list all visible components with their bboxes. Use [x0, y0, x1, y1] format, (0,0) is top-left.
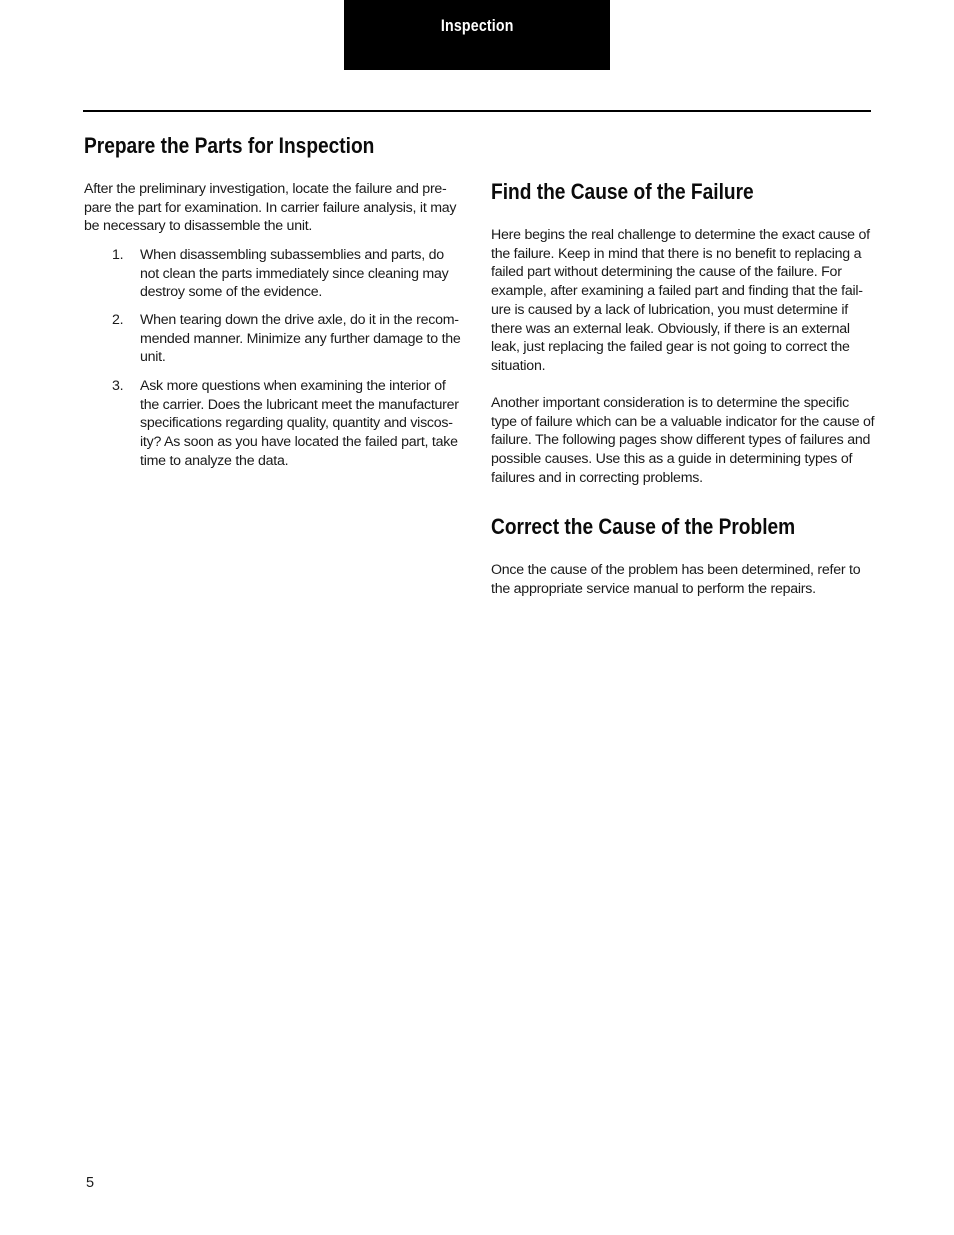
list-item-text: When disassembling subassemblies and parts, do not clean the parts immediately since cleaning may destroy some of the evidence.	[140, 247, 449, 301]
list-item-text: Ask more questions when examining the interior of the carrier. Does the lubricant meet the manufacturer specifications regarding quality, quantity and viscos-ity? As soon as you have located the failed part, take time to analyze the data.	[140, 378, 459, 469]
list-item-text: When tearing down the drive axle, do it in the recom-mended manner. Minimize any further damage to the unit.	[140, 312, 461, 366]
section-tab	[344, 0, 610, 70]
page-number: 5	[86, 1175, 95, 1191]
find-cause-paragraph-1: Here begins the real challenge to determine the exact cause of the failure. Keep in mind that there is no benefit to replacing a failed part without determining the cause of the failure. For example, after examining a failed part and finding that the fail-ure is caused by a lack of lubrication, you must determine if there was an external leak. Obviously, if there is an external leak, just replacing the failed gear is not going to correct the situation.	[491, 227, 870, 374]
correct-cause-heading: Correct the Cause of the Problem	[491, 514, 796, 539]
list-item-number: 2.	[112, 312, 124, 328]
section-tab-label: Inspection	[440, 17, 514, 35]
top-rule-divider	[83, 110, 871, 112]
find-cause-paragraph-2: Another important consideration is to determine the specific type of failure which can be a valuable indicator for the cause of failure. The following pages show different types of failures and possible causes. Use this as a guide in determining types of failures and in correcting problems.	[491, 395, 875, 486]
list-item-number: 3.	[112, 378, 124, 394]
find-cause-heading: Find the Cause of the Failure	[491, 179, 754, 204]
prepare-parts-intro: After the preliminary investigation, locate the failure and pre-pare the part for examination. In carrier failure analysis, it may be necessary to disassemble the unit.	[84, 181, 457, 235]
prepare-parts-heading: Prepare the Parts for Inspection	[84, 133, 375, 158]
correct-cause-paragraph: Once the cause of the problem has been determined, refer to the appropriate service manual to perform the repairs.	[491, 562, 861, 597]
list-item-number: 1.	[112, 247, 124, 263]
